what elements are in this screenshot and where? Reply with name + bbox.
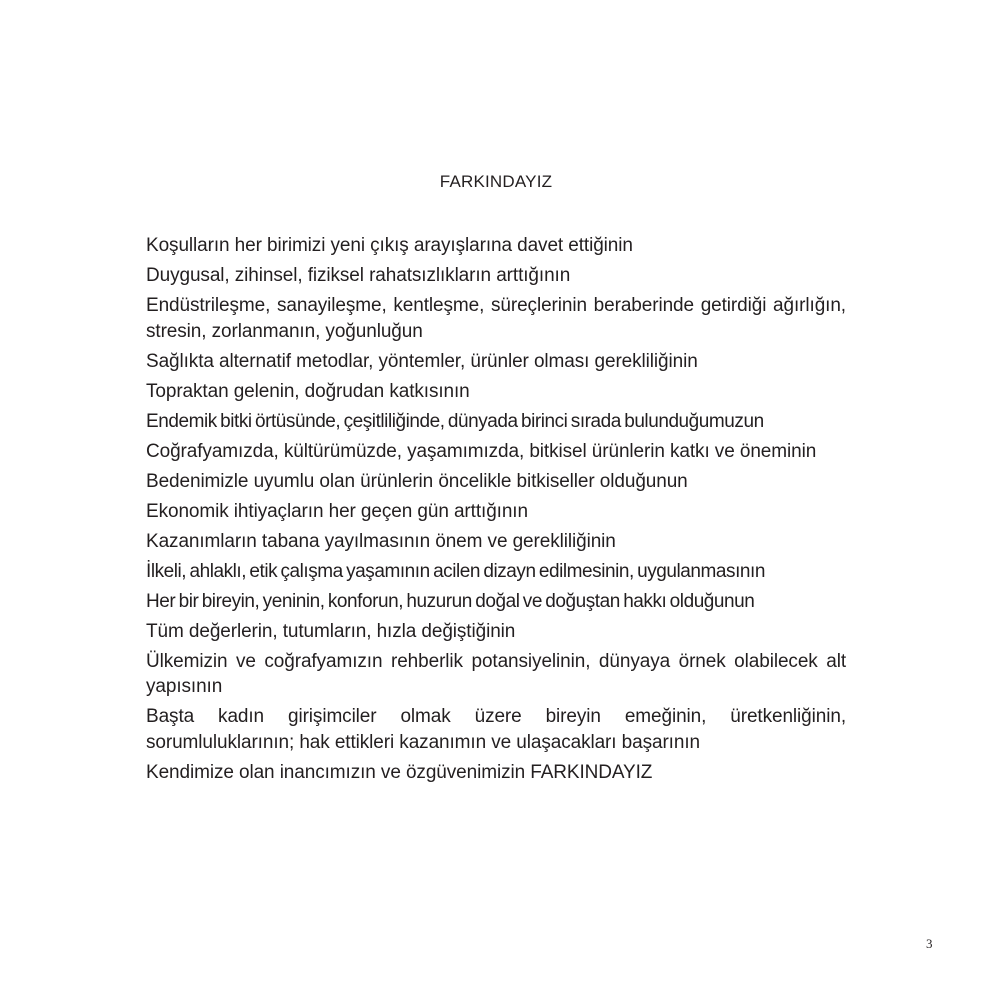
- paragraph: Koşulların her birimizi yeni çıkış arayışlarına davet ettiğinin: [146, 235, 633, 256]
- paragraph: Ekonomik ihtiyaçların her geçen gün arttığının: [146, 500, 528, 522]
- paragraph: Endüstrileşme, sanayileşme, kentleşme, süreçlerinin beraberinde getirdiği ağırlığın, stresin, zorlanmanın, yoğunluğun: [146, 295, 846, 342]
- paragraph: Tüm değerlerin, tutumların, hızla değiştiğinin: [146, 620, 516, 642]
- page-number: 3: [926, 936, 933, 951]
- paragraph: Sağlıkta alternatif metodlar, yöntemler, ürünler olması gerekliliğinin: [146, 350, 698, 372]
- paragraph: Endemik bitki örtüsünde, çeşitliliğinde, dünyada birinci sırada bulunduğumuzun: [146, 410, 764, 432]
- paragraph: Topraktan gelenin, doğrudan katkısının: [146, 380, 470, 402]
- paragraph: Coğrafyamızda, kültürümüzde, yaşamımızda, bitkisel ürünlerin katkı ve öneminin: [146, 440, 817, 462]
- body-text: [146, 233, 846, 790]
- paragraph: Kazanımların tabana yayılmasının önem ve gerekliliğinin: [146, 530, 616, 552]
- paragraph: Her bir bireyin, yeninin, konforun, huzurun doğal ve doğuştan hakkı olduğunun: [146, 590, 755, 612]
- paragraph: Başta kadın girişimciler olmak üzere bireyin emeğinin, üretkenliğinin, sorumluluklarının; hak ettikleri kazanımın ve ulaşacakları başarının: [146, 706, 846, 753]
- paragraph: Duygusal, zihinsel, fiziksel rahatsızlıkların arttığının: [146, 265, 571, 286]
- paragraph: İlkeli, ahlaklı, etik çalışma yaşamının acilen dizayn edilmesinin, uygulanmasının: [146, 560, 765, 582]
- paragraph: Ülkemizin ve coğrafyamızın rehberlik potansiyelinin, dünyaya örnek olabilecek alt yapısının: [146, 650, 846, 697]
- paragraph: Kendimize olan inancımızın ve özgüvenimizin FARKINDAYIZ: [146, 761, 653, 783]
- paragraph: Bedenimizle uyumlu olan ürünlerin öncelikle bitkiseller olduğunun: [146, 470, 688, 492]
- page-title: FARKINDAYIZ: [439, 172, 553, 191]
